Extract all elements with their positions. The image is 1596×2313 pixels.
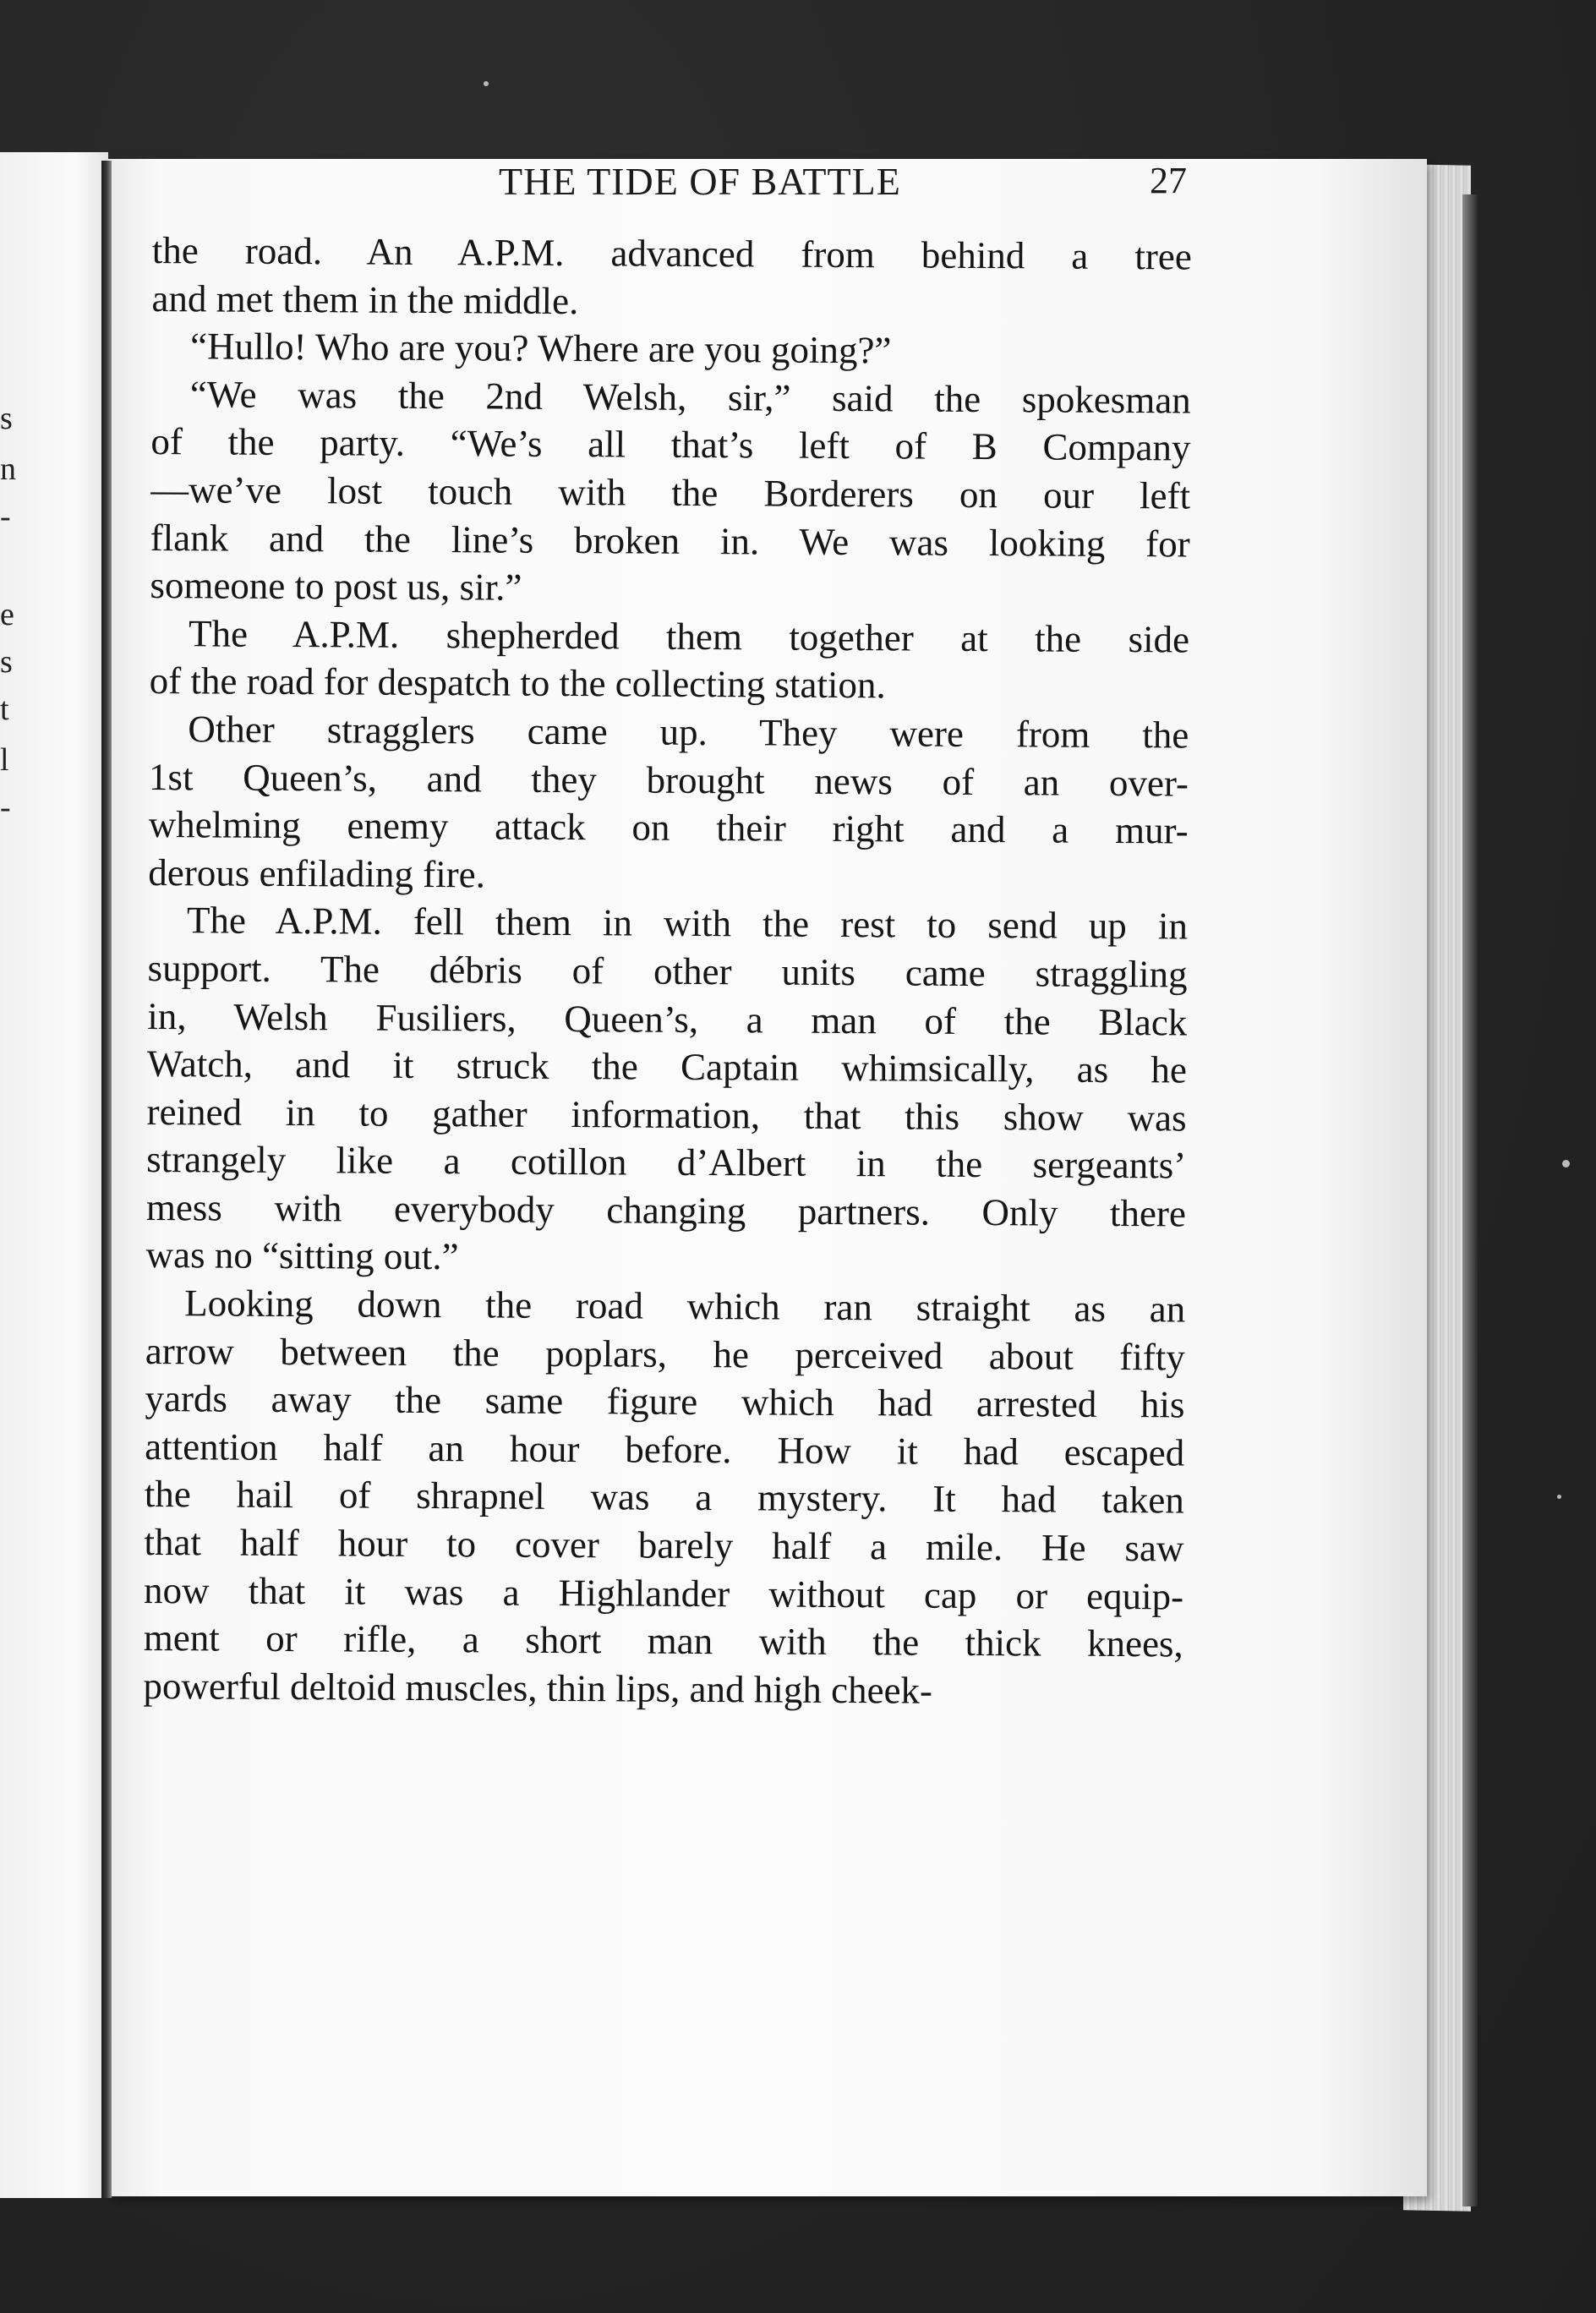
left-page-fragment: s xyxy=(0,401,13,436)
running-head xyxy=(389,159,1192,210)
previous-page-edge xyxy=(0,152,108,2198)
left-page-fragment: - xyxy=(0,499,11,534)
page-number: 27 xyxy=(1150,160,1187,201)
text-line: ment or rifle, a short man with the thick knees, xyxy=(143,1616,1183,1665)
text-line: the road. An A.P.M. advanced from behind a tree xyxy=(151,228,1192,278)
text-line: reined in to gather information, that this show was xyxy=(146,1090,1187,1140)
text-line: the hail of shrapnel was a mystery. It had taken xyxy=(144,1473,1184,1522)
text-line: in, Welsh Fusiliers, Queen’s, a man of the Black xyxy=(147,994,1188,1043)
left-page-fragment: s xyxy=(0,644,13,680)
text-line: powerful deltoid muscles, thin lips, and high cheek- xyxy=(143,1664,933,1712)
text-line: —we’ve lost touch with the Borderers on our left xyxy=(150,468,1191,517)
dust-speck xyxy=(484,81,489,86)
text-line: flank and the line’s broken in. We was looking for xyxy=(150,516,1190,566)
text-line: that half hour to cover barely half a mile. He saw xyxy=(144,1521,1184,1570)
text-line: support. The débris of other units came straggling xyxy=(147,946,1188,996)
text-line: Looking down the road which ran straight as an xyxy=(184,1282,1186,1331)
text-line: attention half an hour before. How it had escaped xyxy=(145,1424,1185,1474)
text-line: whelming enemy attack on their right and a mur- xyxy=(148,803,1189,852)
text-line: yards away the same figure which had arrested his xyxy=(145,1377,1185,1426)
text-line: “We was the 2nd Welsh, sir,” said the spokesman xyxy=(189,373,1191,422)
text-line: The A.P.M. fell them in with the rest to send up in xyxy=(186,899,1189,948)
body-text xyxy=(143,227,1217,1716)
text-line: of the road for despatch to the collecting station. xyxy=(149,659,886,707)
text-line: and met them in the middle. xyxy=(151,276,579,322)
running-head-title: THE TIDE OF BATTLE xyxy=(499,160,901,203)
text-line: Watch, and it struck the Captain whimsically, as he xyxy=(146,1042,1188,1091)
text-line: derous enfilading fire. xyxy=(148,850,486,896)
left-page-fragment: - xyxy=(0,790,11,825)
text-line: 1st Queen’s, and they brought news of an over- xyxy=(148,755,1189,805)
text-line: Other stragglers came up. They were from the xyxy=(188,708,1189,757)
text-line: now that it was a Highlander without cap or equip- xyxy=(143,1568,1184,1618)
left-page-fragment: l xyxy=(0,742,9,778)
text-line: “Hullo! Who are you? Where are you going?” xyxy=(189,325,892,372)
text-line: was no “sitting out.” xyxy=(145,1233,459,1278)
text-line: strangely like a cotillon d’Albert in the sergeants’ xyxy=(146,1138,1187,1187)
text-line: arrow between the poplars, he perceived about fifty xyxy=(145,1329,1186,1379)
text-line: of the party. “We’s all that’s left of B Company xyxy=(150,420,1191,469)
text-line: mess with everybody changing partners. Only there xyxy=(145,1185,1187,1235)
text-line: The A.P.M. shepherded them together at the side xyxy=(188,612,1190,661)
left-page-fragment: n xyxy=(0,451,16,487)
dust-speck xyxy=(1557,1495,1561,1499)
book-gutter xyxy=(101,161,112,2198)
page-stack-shadow xyxy=(1462,194,1478,2206)
left-page-fragment: e xyxy=(0,597,14,632)
left-page-fragment: t xyxy=(0,692,9,727)
dust-speck xyxy=(1562,1160,1570,1167)
text-line: someone to post us, sir.” xyxy=(150,564,522,609)
